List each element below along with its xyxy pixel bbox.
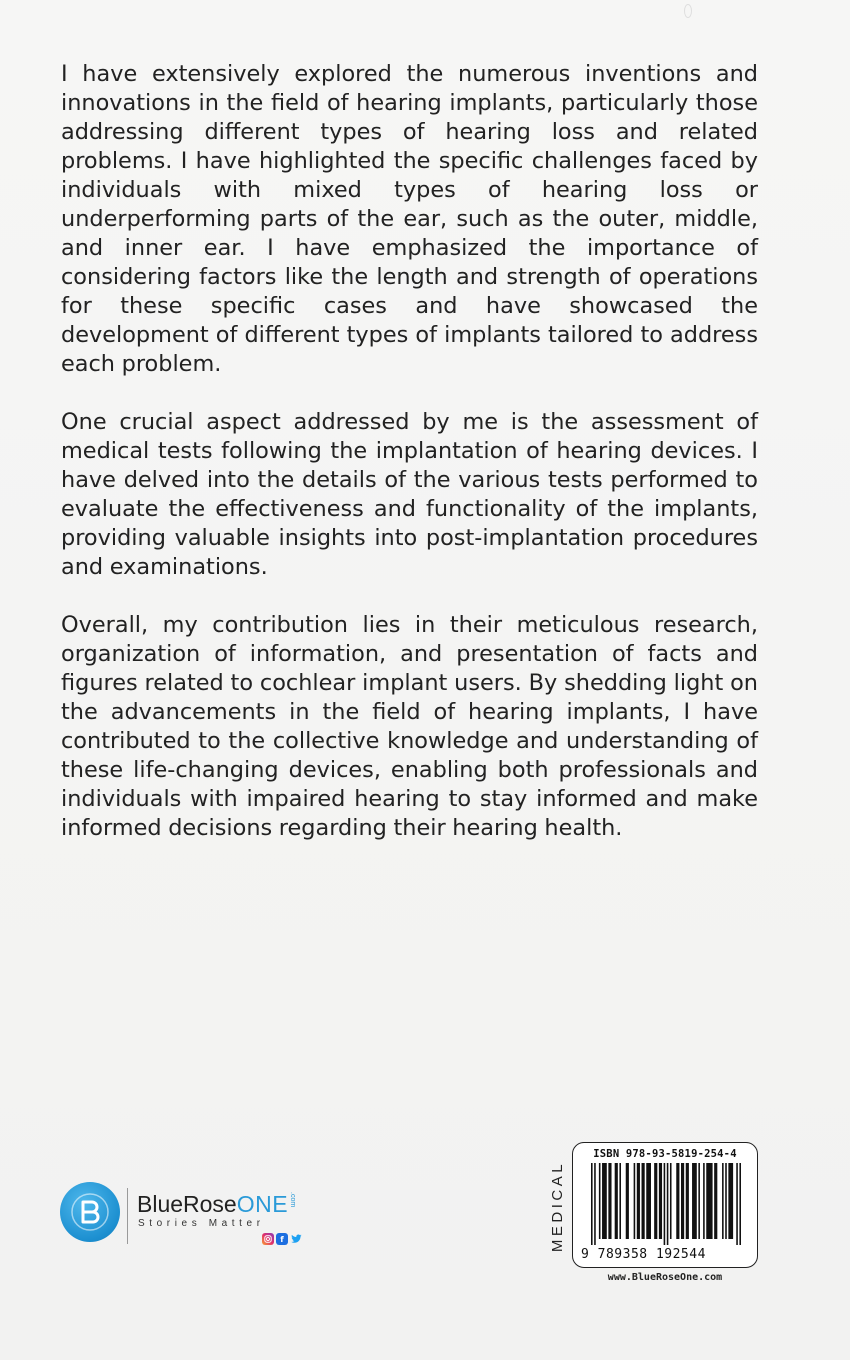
isbn-digits: 9 789358 192544 [581, 1247, 706, 1262]
blurb-paragraph-1: I have extensively explored the numerous inventions and innovations in the field of hearing implants, particularly those addressing different types of hearing loss and related problems. I have highlighted the specific challenges faced by individuals with mixed types of hearing loss or underperforming parts of the ear, such as the outer, middle, and inner ear. I have emphasized the importance of considering factors like the length and strength of operations for these specific cases and have showcased the development of different types of implants tailored to address each problem. [61, 61, 758, 377]
barcode-bar-16 [670, 1163, 672, 1239]
barcode-bar-9 [637, 1163, 640, 1239]
barcode-bar-24 [714, 1163, 717, 1239]
barcode-bar-29 [739, 1163, 741, 1245]
barcode-bar-2 [599, 1163, 601, 1239]
book-category [545, 1160, 571, 1252]
barcode-bar-26 [725, 1163, 727, 1239]
logo-divider [127, 1188, 128, 1244]
barcode-bar-15 [667, 1163, 669, 1245]
barcode-bar-0 [591, 1163, 593, 1245]
barcode-bar-27 [728, 1163, 733, 1239]
barcode-bar-12 [654, 1163, 657, 1239]
barcode-bar-4 [608, 1163, 611, 1239]
publisher-name [137, 1192, 296, 1216]
barcode-bar-1 [594, 1163, 596, 1245]
publisher-logo [60, 1182, 320, 1246]
barcode-bar-13 [659, 1163, 662, 1239]
barcode-bar-10 [642, 1163, 645, 1239]
barcode-bar-14 [664, 1163, 666, 1245]
barcode-bar-3 [602, 1163, 607, 1239]
brand-suffix: .com [289, 1192, 297, 1208]
category-label: MEDICAL [549, 1160, 567, 1252]
brand-main: BlueRose [137, 1191, 237, 1217]
isbn-barcode [572, 1142, 758, 1268]
barcode-bar-20 [692, 1163, 697, 1239]
barcode-bar-17 [676, 1163, 679, 1239]
barcode-bar-7 [626, 1163, 629, 1239]
back-cover-blurb [61, 60, 758, 872]
brand-accent: ONE [236, 1191, 289, 1217]
blurb-paragraph-3: Overall, my contribution lies in their meticulous research, organization of information, and presentation of facts and figures related to cochlear implant users. By shedding light on the advancements in the field of hearing implants, I have contributed to the collective knowledge and understanding of these life-changing devices, enabling both professionals and individuals with impaired hearing to stay informed and make informed decisions regarding their hearing health. [61, 612, 758, 841]
barcode-bar-21 [698, 1163, 700, 1239]
paper-crease-mark [684, 4, 692, 18]
barcode-bar-18 [681, 1163, 684, 1239]
barcode-bar-8 [634, 1163, 636, 1239]
barcode-bars [591, 1163, 741, 1245]
barcode-bar-23 [706, 1163, 712, 1239]
instagram-icon[interactable] [262, 1233, 274, 1245]
barcode-bar-19 [686, 1163, 689, 1239]
facebook-icon[interactable]: f [276, 1233, 288, 1245]
barcode-bar-5 [615, 1163, 618, 1239]
barcode-bar-6 [619, 1163, 621, 1239]
barcode-bar-28 [736, 1163, 738, 1245]
isbn-label: ISBN 978-93-5819-254-4 [593, 1148, 737, 1160]
barcode-bar-11 [646, 1163, 651, 1239]
publisher-website: www.BlueRoseOne.com [607, 1272, 723, 1283]
barcode-bar-25 [722, 1163, 724, 1239]
publisher-tagline: Stories Matter [138, 1218, 265, 1229]
barcode-bar-22 [703, 1163, 705, 1239]
bluerose-logo-icon [60, 1182, 120, 1242]
social-icons [262, 1233, 302, 1245]
blurb-paragraph-2: One crucial aspect addressed by me is the assessment of medical tests following the implantation of hearing devices. I have delved into the details of the various tests performed to evaluate the effectiveness and functionality of the implants, providing valuable insights into post-implantation procedures and examinations. [61, 409, 758, 580]
logo-letter-b-icon [70, 1192, 110, 1232]
twitter-icon[interactable] [290, 1233, 302, 1245]
